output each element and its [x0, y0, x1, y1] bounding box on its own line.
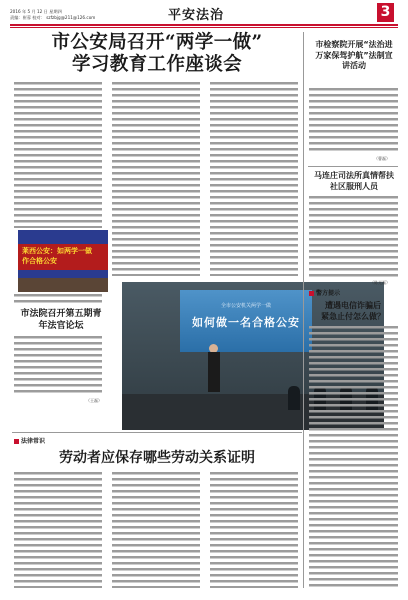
side-story-1-tag: （曹磊）: [374, 156, 390, 161]
main-headline: [12, 32, 302, 76]
warning-title-line2: 紧急止付怎么做？: [321, 312, 385, 321]
law-body-col3: [210, 472, 298, 588]
speaker-figure: [208, 352, 220, 392]
photo-banner-police: [18, 230, 108, 292]
right-column-divider: [303, 32, 304, 588]
photo-floor: [18, 278, 108, 292]
page-number-badge: 3: [377, 3, 394, 22]
section-marker-square: [14, 439, 19, 444]
side-story-2-body: [309, 196, 398, 278]
law-section-divider: [12, 432, 302, 433]
header-rule: [10, 24, 398, 26]
side-story-2-tag: （陈光磊）: [370, 280, 390, 285]
main-headline-line2: 学习教育工作座谈会: [71, 54, 243, 75]
law-headline: 劳动者应保存哪些劳动关系证明: [59, 450, 255, 466]
warning-section-label: [309, 288, 340, 297]
main-story-body-col3: [210, 82, 298, 276]
main-story-body-col1: [14, 82, 102, 228]
left-story-body: [14, 336, 102, 396]
law-body-col1: [14, 472, 102, 588]
email: szfzbjg@211@126.com: [46, 15, 96, 20]
date-line: 2016 年 5 月 12 日 星期四: [10, 9, 62, 14]
side-story-divider: [308, 166, 398, 167]
photo-banner-text: 莱西公安：如两学一做 作合格公安: [22, 247, 92, 265]
law-label-text: 法律常识: [21, 438, 46, 445]
audience-person: [288, 386, 300, 410]
warning-body: [309, 326, 398, 588]
editor-line: [10, 15, 95, 21]
header-rule-thin: [10, 27, 398, 28]
law-section-label: [14, 436, 45, 445]
screen-text-small: 全市公安机关两学一做: [220, 303, 271, 309]
editor-label: 责编：崔蓉 校对：: [10, 15, 45, 20]
side-story-1-body: [309, 88, 398, 154]
warning-title: [310, 300, 396, 322]
law-body-col2: [112, 472, 200, 588]
main-headline-line1: 市公安局召开“两学一做”: [51, 32, 263, 53]
side-story-1-title: 市检察院开展“法治进万家保驾护航”法制宣讲活动: [315, 40, 393, 70]
section-title: 平安法治: [168, 8, 225, 23]
warning-title-line1: 遭遇电信诈骗后: [325, 301, 381, 310]
photo1-caption-text: [14, 294, 102, 306]
left-story-tag: （王磊）: [86, 398, 102, 403]
section-marker-square: [309, 291, 314, 296]
warning-label-text: 警方提示: [316, 290, 341, 297]
masthead-meta: [10, 9, 95, 21]
main-story-body-col2: [112, 82, 200, 276]
left-story-title: 市法院召开第五期青年法官论坛: [20, 309, 102, 331]
side-story-2-title: 马连庄司法所真情帮扶社区服刑人员: [314, 171, 394, 191]
photo-projection-screen: [180, 290, 312, 352]
screen-text-big: 如何做一名合格公安: [192, 316, 300, 329]
